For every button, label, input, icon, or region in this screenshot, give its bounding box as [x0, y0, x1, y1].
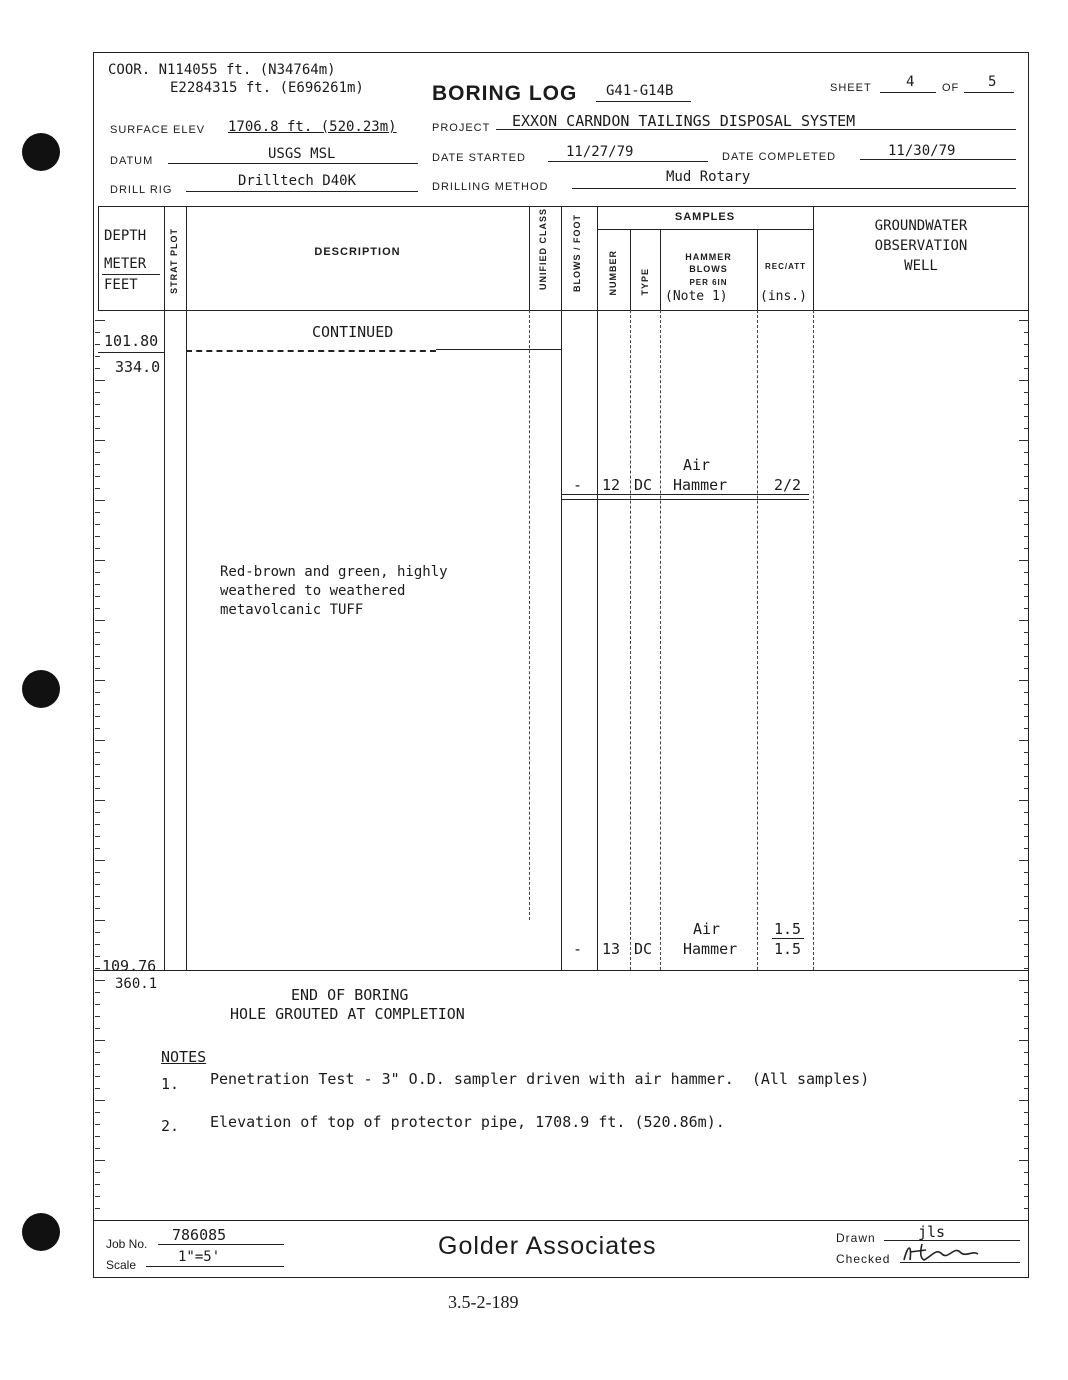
sample-13-number: 13	[602, 940, 621, 958]
depth-tick-right	[1019, 920, 1029, 921]
depth-tick	[95, 332, 100, 333]
surface-elev-label: SURFACE ELEV	[110, 124, 206, 136]
sheet-total: 5	[988, 74, 997, 90]
depth-tick	[95, 956, 100, 957]
depth-tick	[95, 680, 105, 681]
depth-tick-right	[1024, 908, 1029, 909]
depth-tick	[95, 428, 100, 429]
depth-header-line3: FEET	[104, 277, 138, 293]
depth-tick-right	[1024, 944, 1029, 945]
depth-tick-right	[1024, 1208, 1029, 1209]
end-of-boring: END OF BORING	[291, 986, 409, 1004]
depth-tick-right	[1024, 1148, 1029, 1149]
depth-tick-right	[1024, 548, 1029, 549]
depth-tick	[95, 1124, 100, 1125]
sample-12-blows: -	[573, 476, 583, 494]
sample-13-type: DC	[634, 940, 653, 958]
coordinate-east: E2284315 ft. (E696261m)	[170, 80, 364, 96]
depth-tick	[95, 824, 100, 825]
depth-tick	[95, 560, 105, 561]
page-number: 3.5-2-189	[448, 1292, 519, 1312]
description-line2: weathered to weathered	[220, 583, 406, 599]
groundwater-header-line2: OBSERVATION	[874, 238, 968, 254]
depth-tick	[95, 980, 105, 981]
drawn-initials: jls	[918, 1223, 946, 1241]
depth-tick-right	[1024, 596, 1029, 597]
depth-tick-right	[1024, 1088, 1029, 1089]
depth-tick-right	[1024, 704, 1029, 705]
sheet-label: SHEET	[830, 82, 872, 94]
depth-tick	[95, 536, 100, 537]
samples-header: SAMPLES	[674, 211, 736, 223]
depth-tick-right	[1024, 824, 1029, 825]
of-label: OF	[942, 82, 960, 94]
depth-tick	[95, 716, 100, 717]
date-completed-value: 11/30/79	[888, 143, 956, 159]
depth-tick-right	[1024, 1136, 1029, 1137]
continued-label: CONTINUED	[312, 323, 394, 341]
drilling-method-value: Mud Rotary	[666, 169, 751, 185]
boring-id: G41-G14B	[606, 83, 674, 99]
depth-tick-right	[1024, 1028, 1029, 1029]
depth-tick	[95, 344, 100, 345]
datum-value: USGS MSL	[268, 146, 336, 162]
depth-tick-right	[1024, 1016, 1029, 1017]
depth-tick	[95, 908, 100, 909]
depth-tick	[95, 1196, 100, 1197]
depth-tick	[95, 1088, 100, 1089]
depth-tick-right	[1024, 332, 1029, 333]
depth-tick-right	[1024, 392, 1029, 393]
form-title: BORING LOG	[432, 82, 578, 105]
depth-tick-right	[1024, 812, 1029, 813]
depth-tick-right	[1024, 1076, 1029, 1077]
depth-tick	[95, 392, 100, 393]
sheet-number: 4	[906, 74, 915, 90]
depth-tick	[95, 920, 105, 921]
end-depth-feet: 360.1	[115, 976, 158, 992]
depth-tick-right	[1024, 1052, 1029, 1053]
coordinate-north: COOR. N114055 ft. (N34764m)	[108, 62, 336, 78]
depth-tick-right	[1024, 536, 1029, 537]
depth-tick-right	[1024, 584, 1029, 585]
note-1-number: 1.	[161, 1075, 180, 1093]
date-completed-label: DATE COMPLETED	[722, 151, 837, 163]
depth-tick	[95, 368, 100, 369]
depth-tick	[95, 608, 100, 609]
depth-tick	[95, 944, 100, 945]
depth-tick	[95, 788, 100, 789]
depth-tick-right	[1024, 752, 1029, 753]
groundwater-header-line1: GROUNDWATER	[874, 218, 968, 234]
depth-tick	[95, 440, 105, 441]
groundwater-header-line3: WELL	[904, 258, 938, 274]
depth-tick-right	[1024, 344, 1029, 345]
project-value: EXXON CARNDON TAILINGS DISPOSAL SYSTEM	[512, 112, 856, 130]
depth-tick	[95, 1136, 100, 1137]
depth-tick	[95, 776, 100, 777]
depth-tick-right	[1019, 1160, 1029, 1161]
depth-tick-right	[1024, 368, 1029, 369]
depth-tick	[95, 836, 100, 837]
depth-tick	[95, 704, 100, 705]
depth-tick-right	[1019, 380, 1029, 381]
drill-rig-label: DRILL RIG	[110, 184, 173, 196]
depth-tick-right	[1024, 524, 1029, 525]
depth-tick	[95, 800, 105, 801]
sample-12-type: DC	[634, 476, 653, 494]
depth-tick-right	[1024, 644, 1029, 645]
rec-att-header: REC/ATT	[764, 262, 807, 271]
depth-tick	[95, 752, 100, 753]
sample-12-hammer-line1: Air	[683, 456, 711, 474]
depth-tick-right	[1024, 728, 1029, 729]
depth-tick-right	[1024, 1184, 1029, 1185]
depth-tick	[95, 488, 100, 489]
depth-tick-right	[1024, 716, 1029, 717]
depth-tick-right	[1024, 956, 1029, 957]
hammer-note-ref: (Note 1)	[665, 289, 728, 304]
depth-tick-right	[1019, 440, 1029, 441]
depth-tick	[95, 380, 105, 381]
depth-tick	[95, 1016, 100, 1017]
depth-tick	[95, 764, 100, 765]
sample-13-hammer-line2: Hammer	[683, 940, 738, 958]
number-header: NUMBER	[608, 250, 618, 296]
depth-tick-right	[1024, 1196, 1029, 1197]
depth-tick	[95, 1148, 100, 1149]
drawn-label: Drawn	[836, 1231, 876, 1245]
sample-13-recovery-denominator: 1.5	[774, 940, 802, 958]
type-header: TYPE	[640, 268, 650, 296]
depth-tick	[95, 1172, 100, 1173]
depth-tick	[95, 884, 100, 885]
depth-tick-right	[1024, 656, 1029, 657]
unified-class-header: UNIFIED CLASS	[538, 208, 548, 291]
sample-13-blows: -	[573, 940, 583, 958]
depth-tick	[95, 452, 100, 453]
depth-tick-right	[1019, 800, 1029, 801]
depth-tick	[95, 572, 100, 573]
depth-tick	[95, 848, 100, 849]
note-2-number: 2.	[161, 1117, 180, 1135]
hammer-header-line3: PER 6IN	[689, 278, 728, 287]
depth-tick-right	[1024, 872, 1029, 873]
note-2-text: Elevation of top of protector pipe, 1708.9 ft. (520.86m).	[210, 1113, 725, 1131]
date-started-label: DATE STARTED	[432, 152, 526, 164]
depth-tick-right	[1024, 884, 1029, 885]
date-started-value: 11/27/79	[566, 144, 634, 160]
depth-tick	[95, 992, 100, 993]
depth-tick	[95, 692, 100, 693]
sample-12-hammer-line2: Hammer	[673, 476, 728, 494]
depth-tick	[95, 740, 105, 741]
depth-tick-right	[1024, 692, 1029, 693]
depth-tick-right	[1019, 1040, 1029, 1041]
blows-foot-header: BLOWS / FOOT	[572, 214, 582, 292]
depth-tick	[95, 620, 105, 621]
project-label: PROJECT	[432, 122, 491, 134]
depth-tick	[95, 320, 105, 321]
start-depth-feet: 334.0	[115, 358, 161, 376]
depth-tick	[95, 1184, 100, 1185]
depth-tick-right	[1019, 860, 1029, 861]
depth-tick-right	[1024, 428, 1029, 429]
depth-header-line1: DEPTH	[104, 228, 147, 244]
description-line3: metavolcanic TUFF	[220, 602, 364, 618]
depth-tick	[95, 728, 100, 729]
depth-tick	[95, 644, 100, 645]
depth-tick-right	[1024, 776, 1029, 777]
description-header: DESCRIPTION	[314, 246, 401, 258]
depth-tick	[95, 872, 100, 873]
depth-tick	[95, 656, 100, 657]
punch-hole-top	[22, 133, 60, 171]
depth-tick	[95, 932, 100, 933]
depth-tick	[95, 500, 105, 501]
depth-tick	[95, 1112, 100, 1113]
depth-tick	[95, 416, 100, 417]
depth-tick-right	[1024, 932, 1029, 933]
depth-tick-right	[1019, 680, 1029, 681]
depth-tick-right	[1024, 668, 1029, 669]
depth-tick-right	[1019, 320, 1029, 321]
rec-units: (ins.)	[760, 289, 807, 304]
hole-grouted: HOLE GROUTED AT COMPLETION	[230, 1005, 465, 1023]
punch-hole-middle	[22, 670, 60, 708]
depth-tick	[95, 548, 100, 549]
depth-tick	[95, 1064, 100, 1065]
depth-tick	[95, 1160, 105, 1161]
depth-tick-right	[1024, 1124, 1029, 1125]
depth-tick-right	[1024, 788, 1029, 789]
checked-label: Checked	[836, 1252, 891, 1266]
sample-13-hammer-line1: Air	[693, 920, 721, 938]
depth-tick	[95, 896, 100, 897]
depth-header-line2: METER	[104, 256, 147, 272]
sample-12-number: 12	[602, 476, 621, 494]
depth-tick-right	[1019, 1100, 1029, 1101]
sample-13-recovery-numerator: 1.5	[774, 920, 802, 938]
notes-title: NOTES	[161, 1048, 207, 1066]
depth-tick	[95, 404, 100, 405]
depth-tick-right	[1019, 560, 1029, 561]
depth-tick	[95, 476, 100, 477]
depth-tick	[95, 596, 100, 597]
depth-tick-right	[1024, 896, 1029, 897]
depth-tick-right	[1024, 968, 1029, 969]
depth-tick	[95, 524, 100, 525]
depth-tick-right	[1019, 980, 1029, 981]
depth-tick	[95, 356, 100, 357]
depth-tick	[95, 512, 100, 513]
surface-elev-value: 1706.8 ft. (520.23m)	[228, 119, 397, 135]
job-number-value: 786085	[172, 1226, 227, 1244]
start-depth-meter: 101.80	[104, 332, 159, 350]
description-line1: Red-brown and green, highly	[220, 564, 448, 580]
depth-tick-right	[1024, 404, 1029, 405]
depth-tick-right	[1024, 416, 1029, 417]
punch-hole-bottom	[22, 1213, 60, 1251]
drill-rig-value: Drilltech D40K	[238, 173, 357, 189]
job-number-label: Job No.	[106, 1237, 148, 1251]
scale-label: Scale	[106, 1258, 137, 1272]
depth-tick-right	[1024, 848, 1029, 849]
strat-plot-header: STRAT PLOT	[169, 228, 179, 294]
depth-tick-right	[1024, 608, 1029, 609]
depth-tick	[95, 464, 100, 465]
depth-tick	[95, 1208, 100, 1209]
depth-tick-right	[1024, 632, 1029, 633]
depth-tick-right	[1024, 1064, 1029, 1065]
depth-tick-right	[1024, 1004, 1029, 1005]
depth-tick-right	[1024, 764, 1029, 765]
depth-tick-right	[1024, 464, 1029, 465]
depth-tick-right	[1024, 836, 1029, 837]
depth-tick-right	[1024, 1112, 1029, 1113]
drilling-method-label: DRILLING METHOD	[432, 181, 549, 193]
depth-tick-right	[1024, 572, 1029, 573]
hammer-header-line2: BLOWS	[689, 264, 728, 274]
depth-tick	[95, 860, 105, 861]
hammer-header-line1: HAMMER	[685, 252, 732, 262]
depth-tick-right	[1019, 500, 1029, 501]
depth-tick	[95, 812, 100, 813]
depth-tick	[95, 1040, 105, 1041]
depth-tick-right	[1024, 356, 1029, 357]
depth-tick-right	[1019, 620, 1029, 621]
depth-tick-right	[1024, 992, 1029, 993]
depth-tick	[95, 968, 100, 969]
depth-tick-right	[1019, 740, 1029, 741]
depth-tick	[95, 584, 100, 585]
end-depth-meter: 109.76	[102, 957, 157, 975]
depth-tick-right	[1024, 452, 1029, 453]
depth-tick	[95, 1076, 100, 1077]
depth-tick-right	[1024, 488, 1029, 489]
depth-tick	[95, 1100, 105, 1101]
depth-tick	[95, 632, 100, 633]
depth-tick	[95, 668, 100, 669]
depth-tick-right	[1024, 1172, 1029, 1173]
depth-tick	[95, 1004, 100, 1005]
depth-tick-right	[1024, 512, 1029, 513]
depth-tick-right	[1024, 476, 1029, 477]
scale-value: 1"=5'	[178, 1249, 221, 1265]
depth-tick	[95, 1028, 100, 1029]
company-name: Golder Associates	[438, 1232, 657, 1260]
datum-label: DATUM	[110, 155, 154, 167]
note-1-text: Penetration Test - 3" O.D. sampler driven with air hammer. (All samples)	[210, 1070, 870, 1088]
sample-12-recovery: 2/2	[774, 476, 802, 494]
depth-tick	[95, 1052, 100, 1053]
